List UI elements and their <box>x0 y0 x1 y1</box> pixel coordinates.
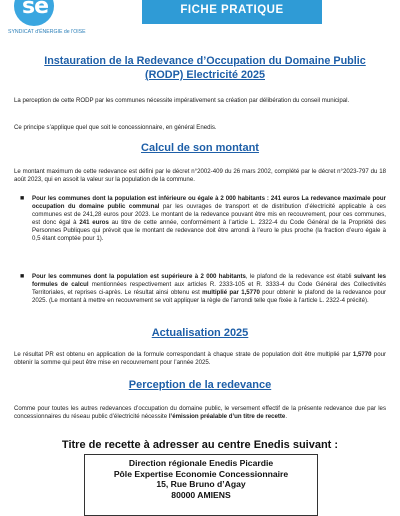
address-line: Pôle Expertise Economie Concessionnaire <box>113 468 289 479</box>
logo-subtitle: SYNDICAT d'ÉNERGIE de l'OISE <box>8 29 86 35</box>
header-banner <box>142 0 322 24</box>
bullet2-text: mentionnées respectivement aux articles R. 2333-105 et R. 3333-4 du Code Général des Collectivités Territoriales, et reprises ci-après. Le résultat ainsi obtenu est <box>32 281 386 296</box>
intro-paragraph-2: Ce principe s’applique quel que soit le concessionnaire, en général Enedis. <box>14 124 217 131</box>
square-bullet-icon: ■ <box>20 273 25 280</box>
bullet2-bold2: suivant les formules de calcul <box>32 273 387 288</box>
address-line: 15, Rue Bruno d’Agay <box>156 479 246 489</box>
address-line: 80000 AMIENS <box>171 489 231 500</box>
section-title-actualisation: Actualisation 2025 <box>151 327 249 339</box>
perception-text-start: Comme pour toutes les autres redevances d’occupation du domaine public, le versement effectif de la présente redevance due par les concessionnaires du réseau public d’électricité nécessite <box>14 405 386 420</box>
bullet2-end: pour obtenir le plafond de la redevance pour 2025. (Le montant à mettre en recouvrement se voit appliquer la règle de l’arrondi telle que fixée à l’article L. 2322-4 précité). <box>32 289 386 304</box>
bullet-item-large-communes <box>20 273 386 305</box>
perception-text <box>14 405 386 421</box>
actualisation-text-end: pour obtenir la somme qui peut être mise en recouvrement pour l’année 2025. <box>14 351 387 366</box>
perception-text-bold: l’émission préalable d’un titre de recette <box>168 413 286 420</box>
document-title: Instauration de la Redevance d’Occupation du Domaine Public (RODP) Electricité 2025 <box>44 55 366 81</box>
bullet1-end: au titre de cette année, conformément à l’article L. 2322-4 du Code Général de la Propriété des Personnes Publiques qui prévoit que le montant de redevance doit être arrondi à l’euro le plus proche (la fraction d’euro égale à 0,5 étant comptée pour 1). <box>32 219 386 242</box>
bullet1-text: par les ouvrages de transport et de distribution d’électricité applicable à ces communes est de 241,28 euros pour 2023. Le montant de la redevance pouvant être mis en recouvrement, pour ces communes, est donc égal à <box>32 203 386 226</box>
actualisation-text <box>14 351 386 367</box>
bullet-item-small-communes <box>20 195 386 243</box>
intro-paragraph-1: La perception de cette RODP par les communes nécessite impérativement sa création par délibération du conseil municipal. <box>14 97 350 104</box>
logo-letters: se <box>22 0 49 19</box>
actualisation-coefficient: 1,5770 <box>352 351 372 358</box>
perception-text-end: . <box>285 413 288 420</box>
recette-title: Titre de recette à adresser au centre Enedis suivant : <box>61 439 339 451</box>
section-title-calcul: Calcul de son montant <box>141 142 259 154</box>
bullet2-bold3: multiplié par 1,5770 <box>202 289 260 296</box>
bullet1-bold: Pour les communes dont la population est inférieure ou égale à 2 000 habitants : 241 euros La redevance maximale pour occupation du domaine public communal <box>32 195 386 210</box>
banner-title: FICHE PRATIQUE <box>180 4 284 16</box>
section-title-perception: Perception de la redevance <box>128 379 272 391</box>
bullet1-bold2: 241 euros <box>79 219 109 226</box>
logo <box>8 0 86 40</box>
actualisation-text-start: Le résultat PR est obtenu en application de la formule correspondant à chaque strate de population doit être multiplié par <box>14 351 353 358</box>
bullet2-bold: Pour les communes dont la population est supérieure à 2 000 habitants <box>32 273 246 280</box>
address-line: Direction régionale Enedis Picardie <box>128 458 274 468</box>
calcul-intro: Le montant maximum de cette redevance est défini par le décret n°2002-409 du 26 mars 2002, complété par le décret n°2023-797 du 18 août 2023, qui en assoit la valeur sur la population de la commune. <box>14 168 386 183</box>
bullet2-mid: , le plafond de la redevance est établi <box>245 273 354 280</box>
square-bullet-icon: ■ <box>20 195 25 202</box>
address-box <box>84 454 318 516</box>
